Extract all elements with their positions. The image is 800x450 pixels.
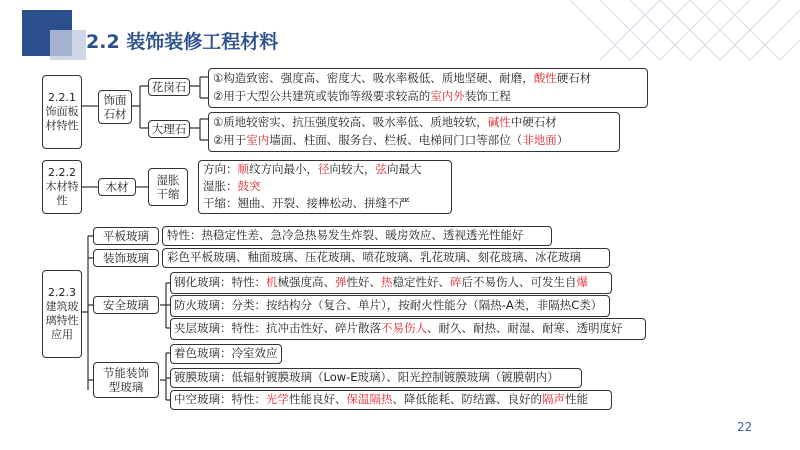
wood-line-swell: 湿胀：鼓突 xyxy=(203,179,261,193)
wood-line-shrink: 干缩：翘曲、开裂、接榫松动、拼缝不严 xyxy=(203,196,410,210)
section-label-text: 2.2.1 饰面板材特性 xyxy=(45,91,79,132)
granite-label xyxy=(148,78,190,96)
laminated-glass-text: 夹层玻璃：特性：抗冲击性好、碎片散落不易伤人、耐久、耐热、耐湿、耐寒、透明度好 xyxy=(174,321,623,335)
page-title: 2.2 装饰装修工程材料 xyxy=(86,31,279,53)
page-number: 22 xyxy=(737,420,753,434)
wood-group-label xyxy=(98,178,136,196)
hollow-glass-text: 中空玻璃：特性：光学性能良好、保温隔热、降低能耗、防结露、良好的隔声性能 xyxy=(174,392,588,406)
flat-glass-text: 特性：热稳定性差、急冷急热易发生炸裂、暖房效应、透视透光性能好 xyxy=(167,228,524,242)
tempered-glass-text: 钢化玻璃：特性：机械强度高、弹性好、热稳定性好、碎后不易伤人、可发生自爆 xyxy=(174,275,588,289)
granite-text: 花岗石 xyxy=(151,80,187,94)
stone-group-text: 饰面石材 xyxy=(103,93,127,121)
safety-glass-label: 安全玻璃 xyxy=(93,296,159,314)
decorative-glass-text: 彩色平板玻璃、釉面玻璃、压花玻璃、喷花玻璃、乳花玻璃、刻花玻璃、冰花玻璃 xyxy=(167,250,581,264)
coated-glass-text: 镀膜玻璃：低辐射镀膜玻璃（Low-E玻璃）、阳光控制镀膜玻璃（镀膜朝内） xyxy=(174,370,559,384)
section-2-2-3-label xyxy=(42,270,82,358)
granite-line-1: ①构造致密、强度高、密度大、吸水率极低、质地坚硬、耐磨，酸性硬石材 xyxy=(213,71,592,85)
marble-line-1: ①质地较密实、抗压强度较高、吸水率低、质地较软，碱性中硬石材 xyxy=(213,115,557,129)
granite-line-2: ②用于大型公共建筑或装饰等级要求较高的室内外装饰工程 xyxy=(213,89,511,103)
section-label-text: 2.2.2 木材特性 xyxy=(45,166,79,207)
swell-shrink-label xyxy=(148,168,188,206)
wood-group-text: 木材 xyxy=(105,180,129,194)
section-2-2-2-label xyxy=(42,160,82,214)
fire-glass-text: 防火玻璃：分类：按结构分（复合、单片），按耐火性能分（隔热-A类，非隔热C类） xyxy=(174,298,603,312)
section-2-2-1-label xyxy=(42,75,82,149)
marble-label xyxy=(148,120,190,138)
stone-group-label xyxy=(98,90,132,124)
tinted-glass-text: 着色玻璃：冷室效应 xyxy=(174,346,278,360)
marble-line-2: ②用于室内墙面、柱面、服务台、栏板、电梯间门口等部位（非地面） xyxy=(213,133,569,147)
decorative-glass-label: 装饰玻璃 xyxy=(93,249,159,267)
energy-glass-label: 节能装饰型玻璃 xyxy=(93,362,159,398)
flat-glass-label: 平板玻璃 xyxy=(93,227,159,245)
section-label-text: 2.2.3 建筑玻璃特性应用 xyxy=(45,286,79,341)
marble-text: 大理石 xyxy=(151,122,187,136)
wood-line-direction: 方向：顺纹方向最小，径向较大，弦向最大 xyxy=(203,162,422,176)
swell-shrink-text: 湿胀干缩 xyxy=(156,173,180,201)
